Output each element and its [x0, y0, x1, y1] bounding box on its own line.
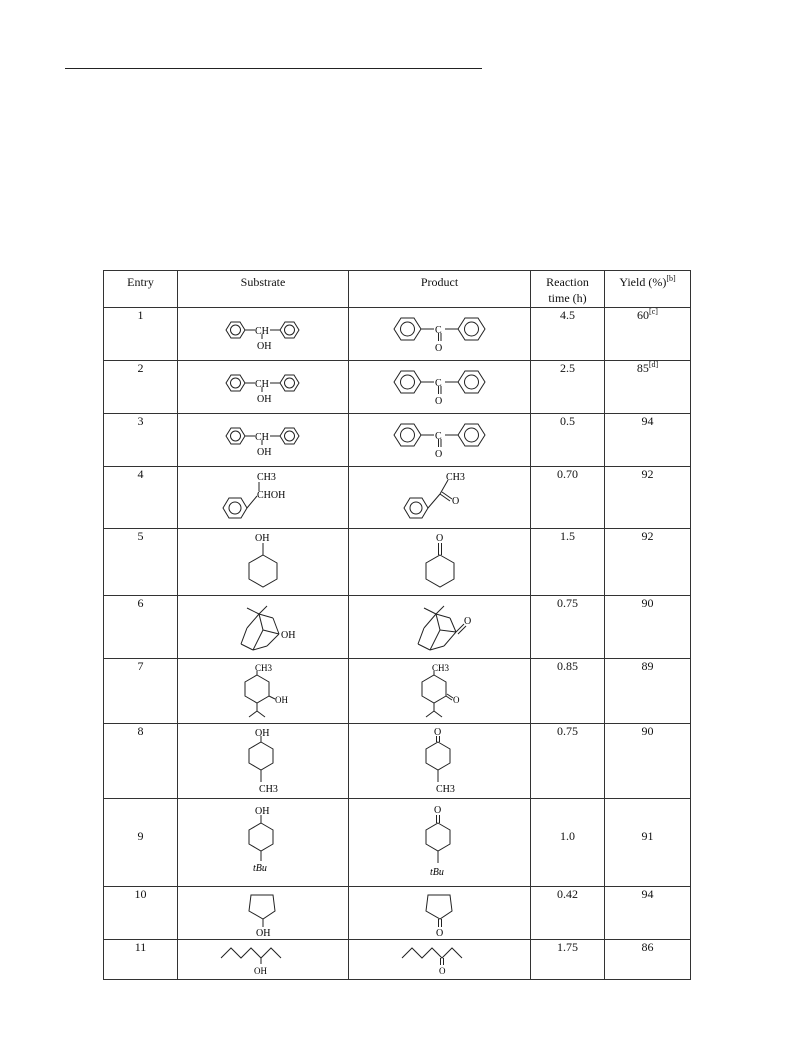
svg-text:OH: OH: [281, 630, 296, 641]
table-row: [104, 799, 691, 887]
product-structure: [349, 596, 531, 659]
substrate-structure: [178, 361, 349, 414]
svg-text:O: O: [435, 928, 443, 937]
top-rule: [65, 68, 482, 69]
entry-cell: 10: [104, 887, 178, 940]
svg-text:CH: CH: [255, 379, 269, 390]
svg-text:OH: OH: [255, 533, 270, 544]
svg-text:O: O: [433, 804, 441, 816]
substrate-structure: [178, 799, 349, 887]
entry-cell: 1: [104, 308, 178, 361]
entry-cell: 4: [104, 467, 178, 529]
table-row: [104, 361, 691, 414]
svg-text:OH: OH: [257, 447, 272, 458]
svg-text:O: O: [452, 695, 459, 705]
entry-cell: 7: [104, 659, 178, 724]
yield-cell: 60[c]: [605, 308, 691, 361]
table-header-row: [104, 271, 691, 308]
svg-text:CH3: CH3: [255, 663, 273, 673]
reaction-time-cell: 1.75: [531, 940, 605, 980]
svg-text:CH: CH: [255, 326, 269, 337]
product-structure: [349, 724, 531, 799]
svg-text:CH3: CH3: [257, 471, 276, 483]
yield-cell: 94: [605, 414, 691, 467]
product-structure: [349, 529, 531, 596]
svg-text:OH: OH: [255, 728, 270, 739]
svg-text:CH: CH: [255, 432, 269, 443]
reaction-time-cell: 0.42: [531, 887, 605, 940]
yield-cell: 91: [605, 799, 691, 887]
svg-text:C: C: [434, 431, 442, 442]
substrate-structure: [178, 724, 349, 799]
reaction-time-cell: 0.75: [531, 596, 605, 659]
svg-text:CH3: CH3: [259, 784, 278, 795]
yield-cell: 90: [605, 724, 691, 799]
substrate-structure: [178, 308, 349, 361]
product-structure: [349, 659, 531, 724]
table-row: [104, 724, 691, 799]
svg-text:O: O: [434, 396, 442, 407]
svg-text:CH3: CH3: [445, 471, 465, 483]
svg-text:OH: OH: [275, 695, 288, 705]
reaction-time-cell: 4.5: [531, 308, 605, 361]
reaction-table: [103, 270, 691, 980]
table-row: [104, 596, 691, 659]
svg-text:O: O: [463, 616, 471, 627]
substrate-structure: [178, 414, 349, 467]
product-structure: [349, 887, 531, 940]
substrate-structure: [178, 596, 349, 659]
reaction-time-cell: 2.5: [531, 361, 605, 414]
svg-text:O: O: [435, 533, 443, 544]
table-row: [104, 308, 691, 361]
yield-cell: 86: [605, 940, 691, 980]
svg-text:tBu: tBu: [253, 862, 267, 874]
svg-text:CHOH: CHOH: [257, 489, 286, 501]
product-structure: [349, 467, 531, 529]
svg-text:OH: OH: [255, 805, 270, 817]
reaction-time-cell: 0.70: [531, 467, 605, 529]
yield-cell: 85[d]: [605, 361, 691, 414]
svg-text:O: O: [438, 965, 445, 976]
yield-cell: 94: [605, 887, 691, 940]
substrate-structure: [178, 529, 349, 596]
svg-text:OH: OH: [257, 394, 272, 405]
svg-text:OH: OH: [254, 965, 267, 976]
svg-text:O: O: [434, 343, 442, 354]
svg-text:OH: OH: [256, 928, 271, 937]
product-structure: [349, 414, 531, 467]
entry-cell: 8: [104, 724, 178, 799]
header-substrate: Substrate: [178, 271, 349, 308]
reaction-time-cell: 0.5: [531, 414, 605, 467]
reaction-time-cell: 1.0: [531, 799, 605, 887]
svg-text:O: O: [451, 495, 459, 507]
svg-text:O: O: [434, 449, 442, 460]
svg-text:C: C: [434, 378, 442, 389]
header-product: Product: [349, 271, 531, 308]
reaction-time-cell: 0.75: [531, 724, 605, 799]
product-structure: [349, 361, 531, 414]
substrate-structure: [178, 467, 349, 529]
svg-text:O: O: [433, 727, 441, 738]
entry-cell: 5: [104, 529, 178, 596]
yield-cell: 90: [605, 596, 691, 659]
svg-text:OH: OH: [257, 341, 272, 352]
header-entry: Entry: [104, 271, 178, 308]
yield-cell: 92: [605, 529, 691, 596]
table-row: [104, 940, 691, 980]
substrate-structure: [178, 659, 349, 724]
reaction-time-cell: 0.85: [531, 659, 605, 724]
reaction-time-cell: 1.5: [531, 529, 605, 596]
product-structure: [349, 940, 531, 980]
header-reaction-time: Reaction time (h): [531, 271, 605, 308]
entry-cell: 2: [104, 361, 178, 414]
svg-text:C: C: [434, 325, 442, 336]
entry-cell: 6: [104, 596, 178, 659]
entry-cell: 11: [104, 940, 178, 980]
svg-text:tBu: tBu: [429, 866, 444, 878]
table-row: [104, 887, 691, 940]
substrate-structure: [178, 940, 349, 980]
yield-cell: 92: [605, 467, 691, 529]
substrate-structure: [178, 887, 349, 940]
product-structure: [349, 799, 531, 887]
entry-cell: 9: [104, 799, 178, 887]
yield-cell: 89: [605, 659, 691, 724]
table-row: [104, 414, 691, 467]
svg-text:CH3: CH3: [431, 663, 449, 673]
svg-text:CH3: CH3: [435, 784, 455, 795]
header-yield: Yield (%)[b]: [605, 271, 691, 308]
table-row: [104, 529, 691, 596]
table-row: [104, 659, 691, 724]
entry-cell: 3: [104, 414, 178, 467]
product-structure: [349, 308, 531, 361]
table-row: [104, 467, 691, 529]
